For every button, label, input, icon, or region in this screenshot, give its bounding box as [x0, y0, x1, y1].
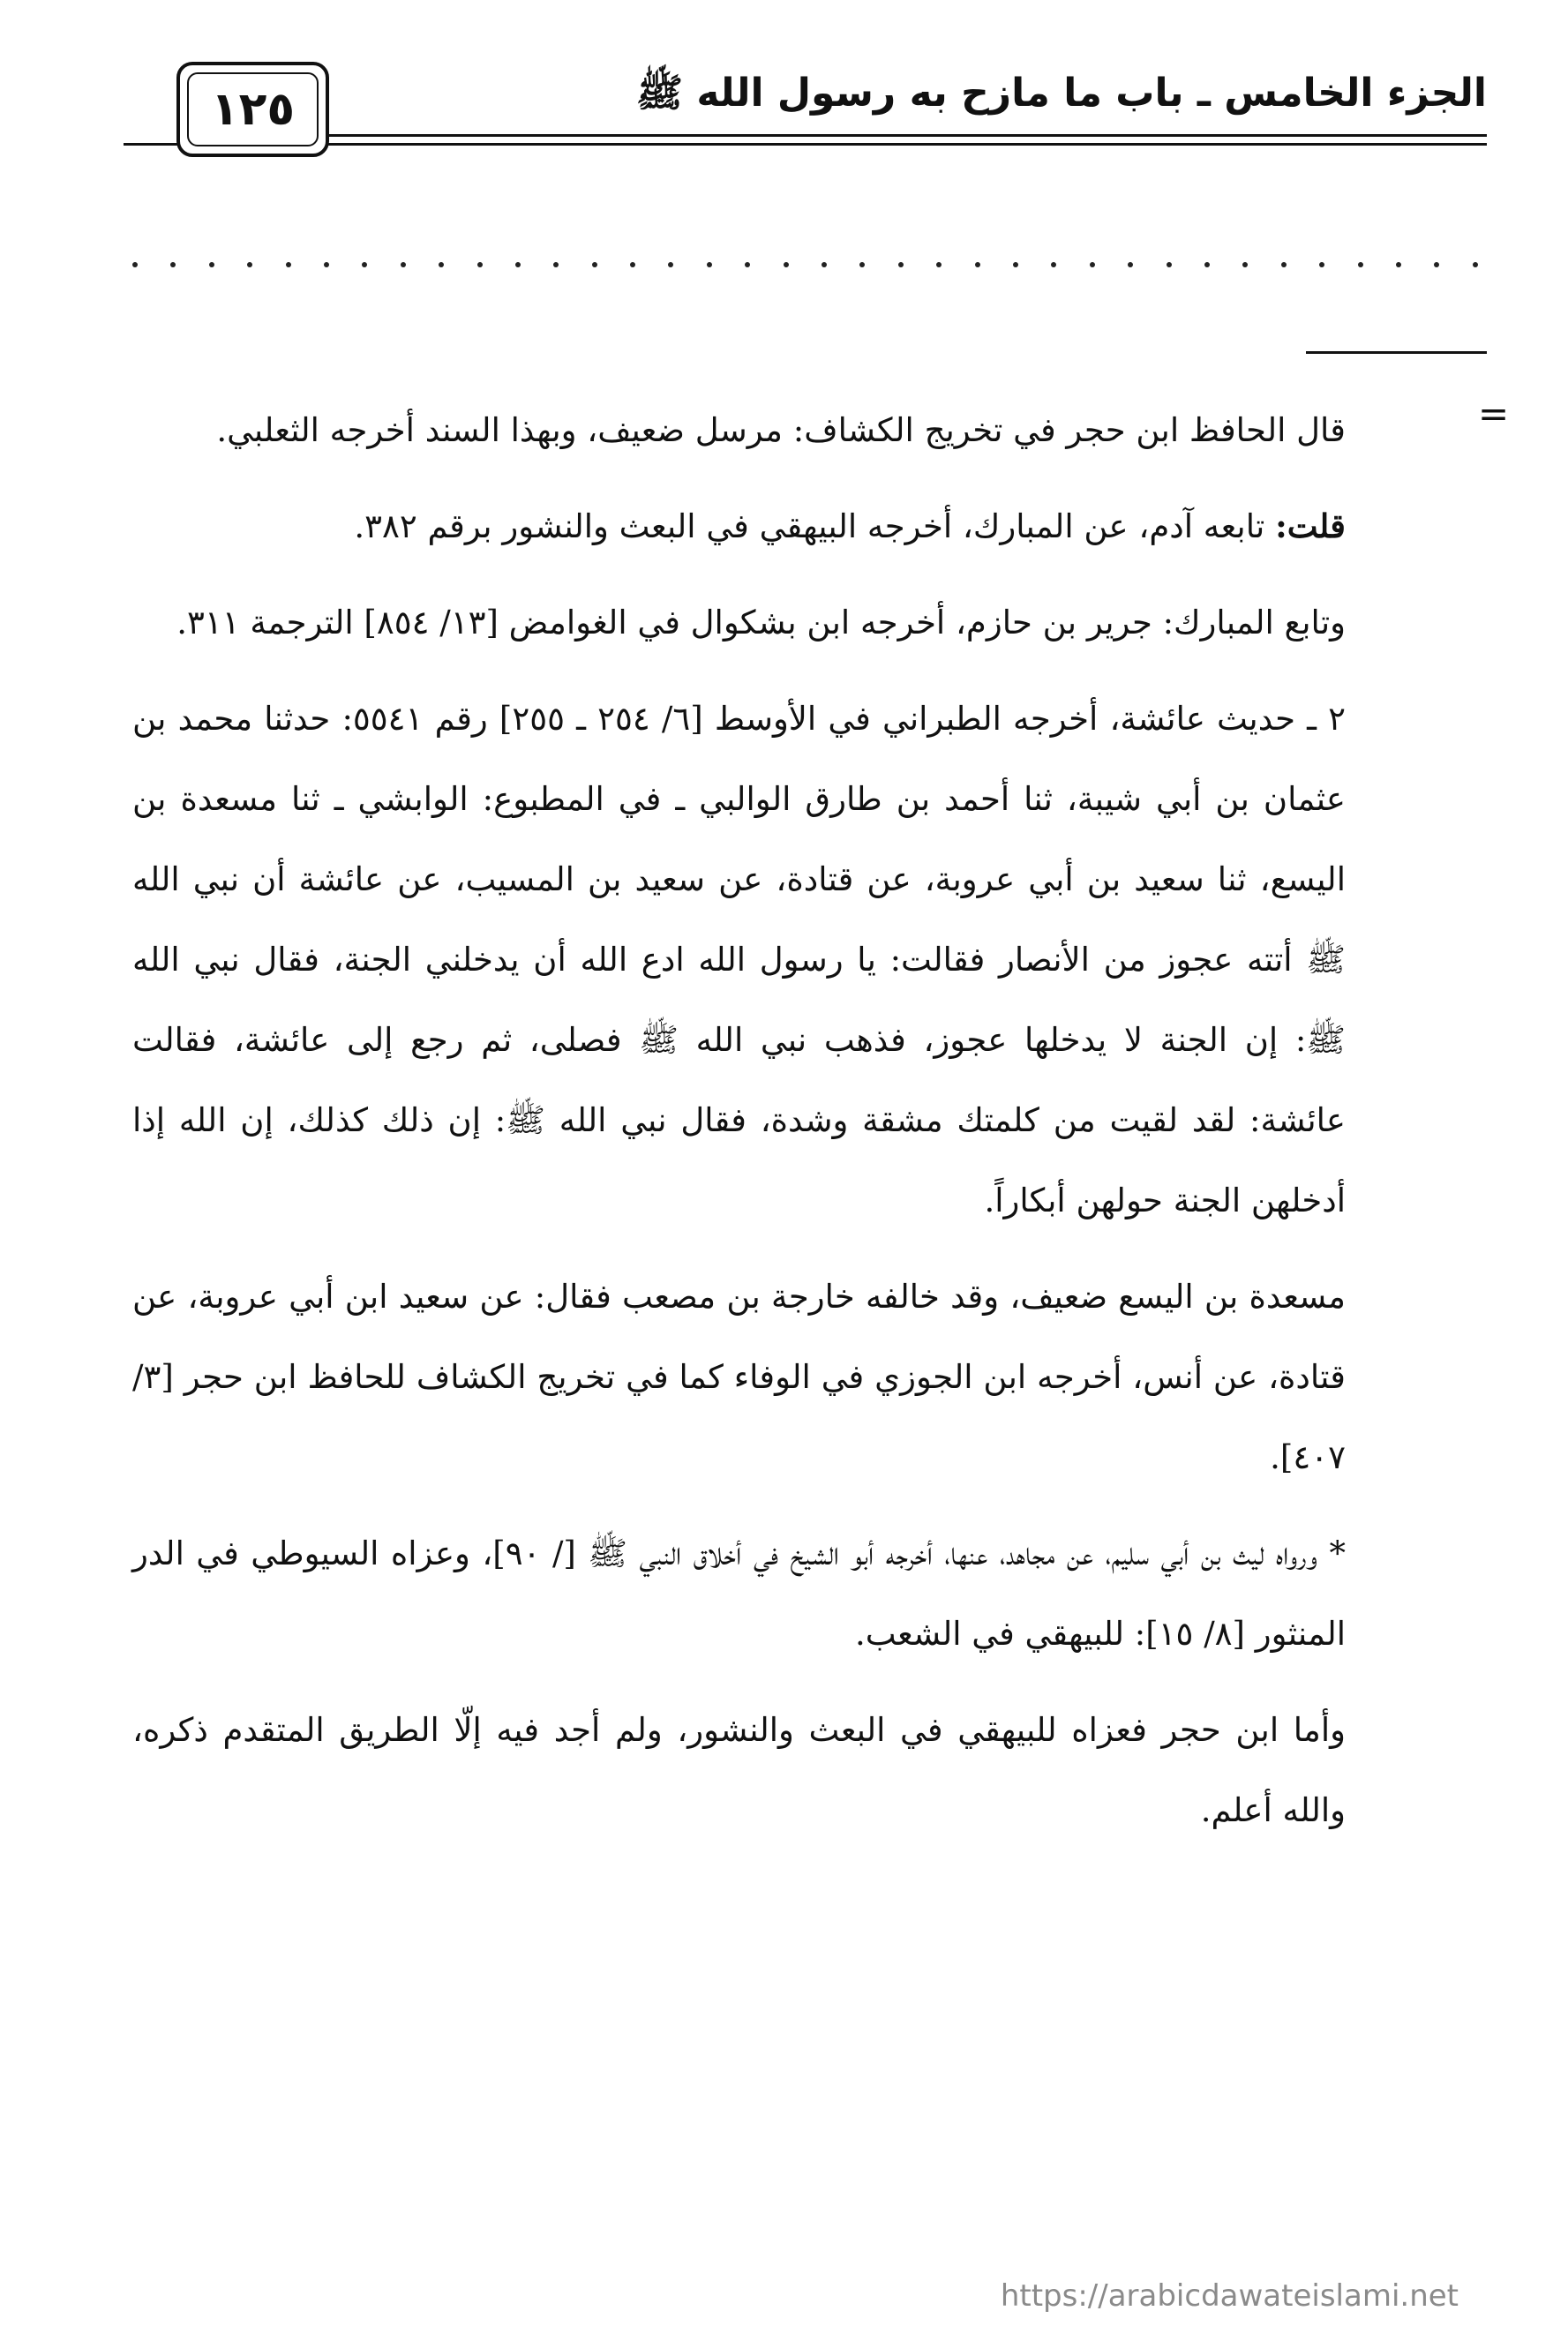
separator-dot	[247, 262, 252, 267]
separator-dot	[362, 262, 367, 267]
footnote-rule	[1306, 351, 1487, 354]
separator-dot	[630, 262, 635, 267]
page-header	[124, 62, 1487, 159]
separator-dot	[1090, 262, 1095, 267]
paragraph-text: تابعه آدم، عن المبارك، أخرجه البيهقي في البعث والنشور برقم ٣٨٢.	[354, 507, 1276, 545]
paragraph-text: قال الحافظ ابن حجر في تخريج الكشاف: مرسل ضعيف، وبهذا السند أخرجه الثعلبي.	[216, 411, 1346, 449]
separator-dot	[439, 262, 444, 267]
paragraph	[132, 486, 1346, 566]
separator-dot	[707, 262, 712, 267]
paragraph	[132, 1690, 1346, 1850]
separator-dot	[784, 262, 789, 267]
paragraph-text: * ورواه ليث بن أبي سليم، عن مجاهد، عنها، أخرجه أبو الشيخ في أخلاق النبي ﷺ [/ ٩٠]، وعزاه السيوطي في الدر المنثور [٨/ ١٥]: للبيهقي في الشعب.	[132, 1534, 1347, 1653]
separator-dot	[1281, 262, 1287, 267]
separator-dot	[1358, 262, 1363, 267]
separator-dot	[975, 262, 980, 267]
separator-dot	[1128, 262, 1133, 267]
paragraph	[132, 1257, 1346, 1497]
paragraph-lead: قلت:	[1275, 506, 1346, 545]
separator-dot	[515, 262, 521, 267]
separator-dot	[592, 262, 597, 267]
separator-dot	[1204, 262, 1210, 267]
separator-dot	[936, 262, 942, 267]
paragraph	[132, 1513, 1346, 1674]
paragraph	[132, 679, 1346, 1241]
separator-dot	[209, 262, 214, 267]
separator-dot	[170, 262, 176, 267]
separator-dot	[1167, 262, 1172, 267]
footnote-body	[132, 390, 1346, 1866]
running-title: الجزء الخامس ـ باب ما مازح به رسول الله ﷺ	[635, 71, 1487, 116]
separator-dot	[859, 262, 865, 267]
separator-dot	[477, 262, 483, 267]
separator-dot	[822, 262, 827, 267]
separator-dot	[324, 262, 329, 267]
watermark-url: https://arabicdawateislami.net	[1000, 2278, 1459, 2314]
page-number-frame	[176, 62, 329, 157]
paragraph	[132, 390, 1346, 470]
continuation-mark: =	[1478, 392, 1510, 435]
separator-dot	[1319, 262, 1324, 267]
paragraph-text: وتابع المبارك: جرير بن حازم، أخرجه ابن بشكوال في الغوامض [١٣/ ٨٥٤] الترجمة ٣١١.	[176, 604, 1346, 642]
header-rule-top	[176, 134, 1487, 137]
paragraph-text: ٢ ـ حديث عائشة، أخرجه الطبراني في الأوسط [٦/ ٢٥٤ ـ ٢٥٥] رقم ٥٥٤١: حدثنا محمد بن عثمان بن أبي شيبة، ثنا أحمد بن طارق الوالبي ـ في المطبوع: الوابشي ـ ثنا مسعدة بن اليسع، ثنا سعيد بن أبي عروبة، عن قتادة، عن سعيد بن المسيب، عن عائشة أن نبي الله ﷺ أتته عجوز من الأنصار فقالت: يا رسول الله ادع الله أن يدخلني الجنة، فقال نبي الله ﷺ: إن الجنة لا يدخلها عجوز، فذهب نبي الله ﷺ فصلى، ثم رجع إلى عائشة، فقالت عائشة: لقد لقيت من كلمتك مشقة وشدة، فقال نبي الله ﷺ: إن ذلك كذلك، إن الله إذا أدخلهن الجنة حولهن أبكاراً.	[132, 700, 1346, 1219]
separator-dot	[132, 262, 138, 267]
separator-dot	[1051, 262, 1056, 267]
separator-dot	[553, 262, 559, 267]
separator-dot	[286, 262, 291, 267]
separator-dot	[668, 262, 673, 267]
page-number: ١٢٥	[187, 72, 319, 146]
paragraph	[132, 582, 1346, 663]
paragraph-text: وأما ابن حجر فعزاه للبيهقي في البعث والنشور، ولم أجد فيه إلّا الطريق المتقدم ذكره، والله أعلم.	[132, 1711, 1346, 1829]
dotted-separator	[132, 247, 1478, 282]
separator-dot	[1396, 262, 1401, 267]
separator-dot	[898, 262, 904, 267]
separator-dot	[401, 262, 406, 267]
separator-dot	[1434, 262, 1439, 267]
separator-dot	[1242, 262, 1248, 267]
paragraph-text: مسعدة بن اليسع ضعيف، وقد خالفه خارجة بن مصعب فقال: عن سعيد ابن أبي عروبة، عن قتادة، عن أنس، أخرجه ابن الجوزي في الوفاء كما في تخريج الكشاف للحافظ ابن حجر [٣/ ٤٠٧].	[132, 1278, 1346, 1476]
separator-dot	[1013, 262, 1018, 267]
separator-dot	[1473, 262, 1478, 267]
separator-dot	[745, 262, 750, 267]
